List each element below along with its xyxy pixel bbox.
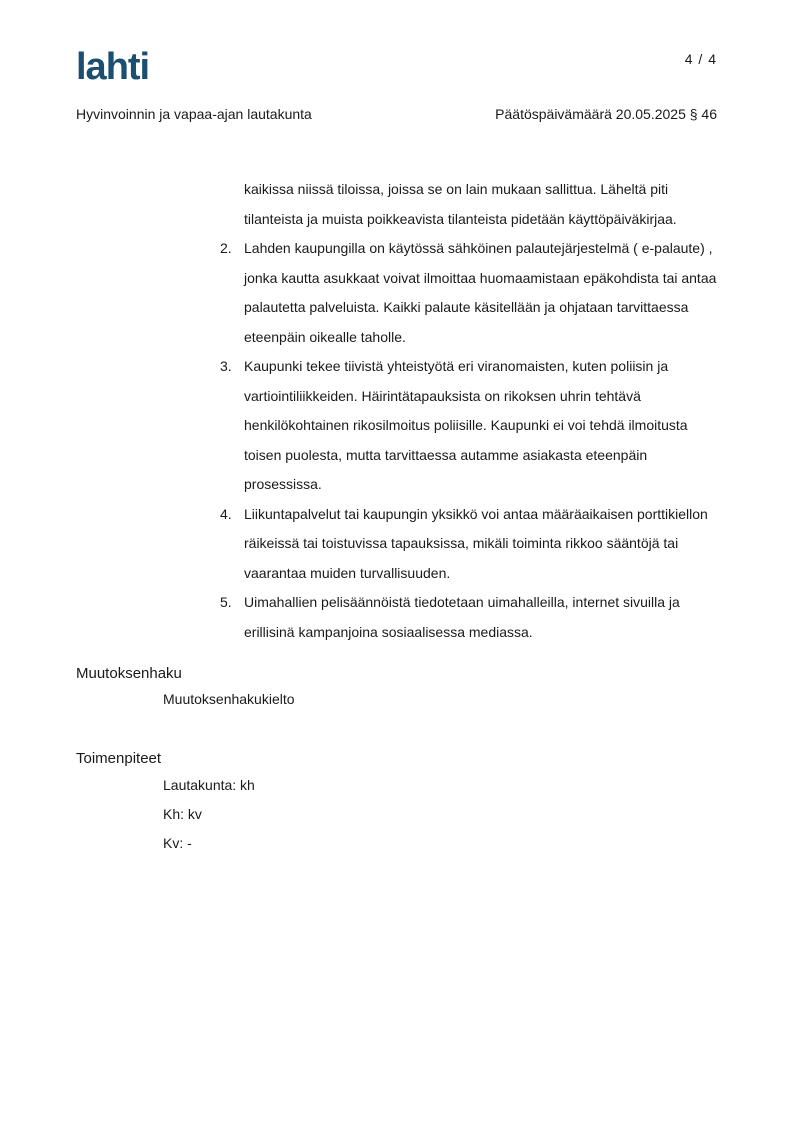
list-number: 2. [220,240,232,256]
list-text: Kaupunki tekee tiivistä yhteistyötä eri viranomaisten, kuten poliisin ja vartiointiliikkeiden. Häirintätapauksista on rikoksen uhrin tehtävä henkilökohtainen rikosilmoitus poliisille. Kaupunki ei voi tehdä ilmoitusta toisen puolesta, mutta tarvittaessa autamme asiakasta eteenpäin prosessissa. [244,358,688,492]
measures-list [214,234,724,647]
page-number: 4 / 4 [684,51,717,67]
list-text: Lahden kaupungilla on käytössä sähköinen palautejärjestelmä ( e-palaute) , jonka kautta asukkaat voivat ilmoittaa huomaamistaan epäkohdista tai antaa palautetta palveluista. Kaikki palaute käsitellään ja ohjataan tarvittaessa eteenpäin oikealle taholle. [244,240,717,345]
logo-wordmark: lahti [76,46,150,84]
list-text: Liikuntapalvelut tai kaupungin yksikkö voi antaa määräaikaisen porttikiellon räikeissä tai toistuvissa tapauksissa, mikäli toiminta rikkoo sääntöjä tai vaarantaa muiden turvallisuuden. [244,505,708,581]
toimenpide-line: Kv: - [163,835,192,851]
list-number: 4. [220,505,232,522]
lahti-logo [76,44,168,84]
toimenpide-line: Kh: kv [163,806,202,822]
toimenpide-line: Lautakunta: kh [163,777,255,793]
list-item [214,500,724,589]
committee-name: Hyvinvoinnin ja vapaa-ajan lautakunta [76,106,312,122]
toimenpiteet-heading: Toimenpiteet [76,750,162,767]
muutoksenhaku-text: Muutoksenhakukielto [163,691,295,707]
continuation-paragraph: kaikissa niissä tiloissa, joissa se on lain mukaan sallittua. Läheltä piti tilanteista ja muista poikkeavista tilanteista pidetään käyttöpäiväkirjaa. [244,181,677,227]
list-text: Uimahallien pelisäännöistä tiedotetaan uimahalleilla, internet sivuilla ja erillisinä kampanjoina sosiaalisessa mediassa. [244,594,680,640]
list-item [214,352,724,500]
muutoksenhaku-heading: Muutoksenhaku [76,665,182,682]
decision-date: Päätöspäivämäärä 20.05.2025 § 46 [495,106,717,122]
list-item [214,588,724,647]
list-number: 3. [220,358,232,374]
list-number: 5. [220,594,232,610]
list-item [214,234,724,352]
